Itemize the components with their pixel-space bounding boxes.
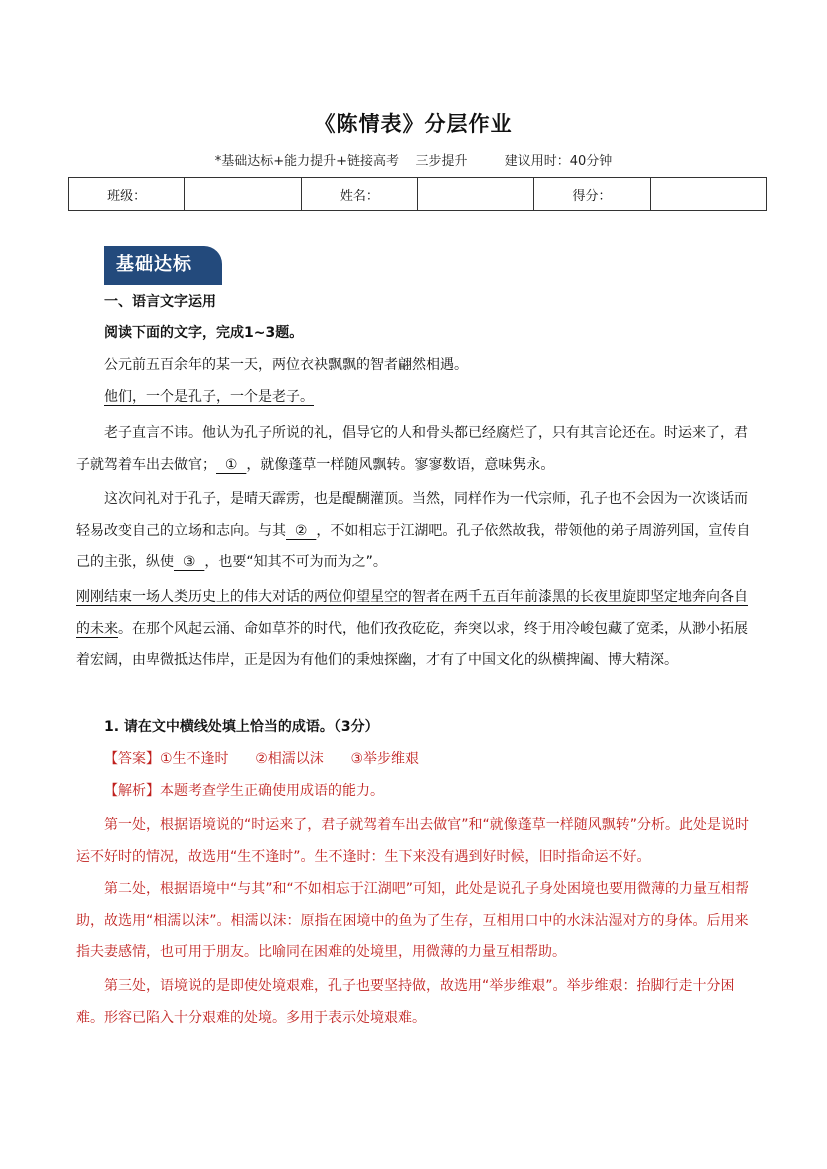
analysis-text: 本题考查学生正确使用成语的能力。	[160, 783, 384, 799]
p4-text-a: 这次问礼对于孔子，是晴天霹雳，也是醍醐灌顶。当然，同样作为一代宗师，孔子也不会因为一次谈话而轻易改变自己的立场和志向。与其	[76, 491, 748, 539]
section-heading: 一、语言文字运用	[104, 294, 216, 310]
analysis-point-2: 第二处，根据语境中“与其”和“不如相忘于江湖吧”可知，此处是说孔子身处困境也要用微薄的力量互相帮助，故选用“相濡以沫”。相濡以沫：原指在困境中的鱼为了生存，互相用口中的水沫沾湿对方的身体。后用来指夫妻感情，也可用于朋友。比喻同在困难的处境里，用微薄的力量互相帮助。	[76, 881, 750, 960]
class-label: 班级：	[69, 178, 185, 211]
reading-instruction: 阅读下面的文字，完成1~3题。	[104, 325, 304, 341]
student-info-table	[68, 177, 767, 211]
passage-paragraph-5	[76, 582, 752, 677]
answer-text: ①生不逢时 ②相濡以沫 ③举步维艰	[160, 751, 420, 767]
blank-1: ①	[216, 456, 247, 473]
section-badge: 基础达标	[104, 246, 222, 283]
page-subtitle: *基础达标+能力提升+链接高考 三步提升 建议用时：40分钟	[214, 154, 613, 169]
answer-line	[104, 744, 749, 776]
class-field[interactable]	[185, 178, 301, 211]
passage-paragraph-2: 他们，一个是孔子，一个是老子。	[104, 389, 314, 405]
passage-paragraph-1: 公元前五百余年的某一天，两位衣袂飘飘的智者翩然相遇。	[104, 357, 468, 373]
section-divider	[104, 283, 222, 285]
p4-text-b: ，不如相忘于江湖吧。孔子依然故我，带领他的弟子周游列国，宣传自己的主张，纵使	[76, 522, 751, 570]
name-field[interactable]	[417, 178, 533, 211]
answer-tag: 【答案】	[104, 751, 160, 767]
p3-text-b: ，就像蓬草一样随风飘转。寥寥数语，意味隽永。	[246, 456, 555, 473]
question-1-prompt: 1. 请在文中横线处填上恰当的成语。（3分）	[104, 719, 379, 735]
page-title: 《陈情表》分层作业	[314, 111, 513, 136]
name-label: 姓名：	[301, 178, 417, 211]
analysis-tag: 【解析】	[104, 783, 160, 799]
blank-2: ②	[286, 522, 317, 539]
score-field[interactable]	[650, 178, 766, 211]
p4-text-c: ，也要“知其不可为而为之”。	[204, 554, 387, 570]
analysis-point-1: 第一处，根据语境说的“时运来了，君子就驾着车出去做官”和“就像蓬草一样随风飘转”分析。此处是说时运不好时的情况，故选用“生不逢时”。生不逢时：生下来没有遇到好时候，旧时指命运不好。	[76, 817, 750, 865]
analysis-line	[104, 776, 749, 808]
passage-paragraph-3	[76, 418, 752, 481]
p5-underlined-sentence: 刚刚结束一场人类历史上的伟大对话的两位仰望星空的智者在两千五百年前漆黑的长夜里旋即坚定地奔向各自的未来	[76, 589, 748, 637]
score-label: 得分：	[534, 178, 650, 211]
passage-paragraph-4	[76, 484, 752, 579]
analysis-point-3: 第三处，语境说的是即使处境艰难，孔子也要坚持做，故选用“举步维艰”。举步维艰：抬脚行走十分困难。形容已陷入十分艰难的处境。多用于表示处境艰难。	[76, 978, 735, 1026]
p3-text-a: 老子直言不讳。他认为孔子所说的礼，倡导它的人和骨头都已经腐烂了，只有其言论还在。时运来了，君子就驾着车出去做官；	[76, 425, 748, 473]
blank-3: ③	[174, 554, 205, 570]
p5-text-rest: 。在那个风起云涌、命如草芥的时代，他们孜孜矻矻，奔突以求，终于用冷峻包藏了宽柔，从渺小拓展着宏阔，由卑微抵达伟岸，正是因为有他们的秉烛探幽，才有了中国文化的纵横捭阖、博大精深。	[76, 620, 748, 668]
